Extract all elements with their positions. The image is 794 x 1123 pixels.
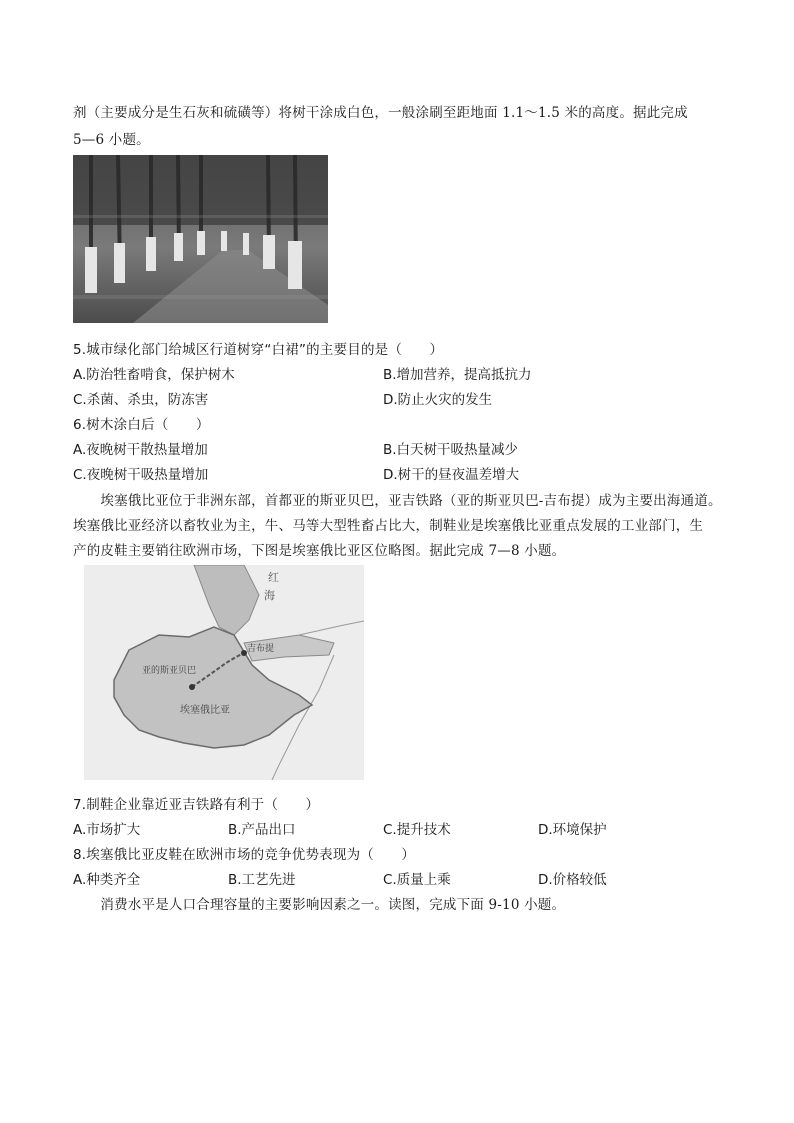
q5-option-d[interactable]: D.防止火灾的发生 <box>383 392 493 408</box>
intro-7-8-line-2: 埃塞俄比亚经济以畜牧业为主，牛、马等大型牲畜占比大，制鞋业是埃塞俄比亚重点发展的工业部门，生 <box>73 518 704 534</box>
q8-option-a[interactable]: A.种类齐全 <box>73 872 141 888</box>
map-label-addis-ababa: 亚的斯亚贝巴 <box>142 666 197 676</box>
q5-option-c[interactable]: C.杀菌、杀虫，防冻害 <box>73 392 209 408</box>
whitewashed-trees-photo <box>73 155 328 323</box>
map-label-ethiopia: 埃塞俄比亚 <box>180 705 230 716</box>
q7-option-d[interactable]: D.环境保护 <box>538 822 607 838</box>
map-label-red-sea-1: 红 <box>268 571 279 584</box>
photo-drawing <box>73 155 328 323</box>
q6-option-d[interactable]: D.树干的昼夜温差增大 <box>383 467 520 483</box>
map-label-red-sea-2: 海 <box>264 589 275 602</box>
map-label-djibouti: 吉布提 <box>247 644 275 654</box>
intro-5-6-line-1: 剂（主要成分是生石灰和硫磺等）将树干涂成白色，一般涂刷至距地面 1.1～1.5 米的高度。据此完成 <box>73 105 688 121</box>
q7-option-c[interactable]: C.提升技术 <box>383 822 451 838</box>
question-5-stem: 5.城市绿化部门给城区行道树穿“白裙”的主要目的是（ ） <box>73 342 444 358</box>
intro-9-10-line-1: 消费水平是人口合理容量的主要影响因素之一。读图，完成下面 9-10 小题。 <box>73 897 566 913</box>
intro-7-8-line-3: 产的皮鞋主要销往欧洲市场，下图是埃塞俄比亚区位略图。据此完成 7—8 小题。 <box>73 543 566 559</box>
q8-option-d[interactable]: D.价格较低 <box>538 872 607 888</box>
q7-option-a[interactable]: A.市场扩大 <box>73 822 141 838</box>
q6-option-c[interactable]: C.夜晚树干吸热量增加 <box>73 467 209 483</box>
q5-option-a[interactable]: A.防治牲畜啃食，保护树木 <box>73 367 235 383</box>
question-8-stem: 8.埃塞俄比亚皮鞋在欧洲市场的竞争优势表现为（ ） <box>73 847 416 863</box>
question-7-stem: 7.制鞋企业靠近亚吉铁路有利于（ ） <box>73 797 320 813</box>
q7-option-b[interactable]: B.产品出口 <box>228 822 296 838</box>
q6-option-a[interactable]: A.夜晚树干散热量增加 <box>73 442 208 458</box>
q6-option-b[interactable]: B.白天树干吸热量减少 <box>383 442 519 458</box>
q5-option-b[interactable]: B.增加营养，提高抵抗力 <box>383 367 532 383</box>
ethiopia-location-map <box>84 565 364 780</box>
question-6-stem: 6.树木涂白后（ ） <box>73 417 210 433</box>
q8-option-c[interactable]: C.质量上乘 <box>383 872 451 888</box>
intro-5-6-line-2: 5—6 小题。 <box>73 132 150 148</box>
map-drawing <box>84 565 364 780</box>
q8-option-b[interactable]: B.工艺先进 <box>228 872 296 888</box>
intro-7-8-line-1: 埃塞俄比亚位于非洲东部，首都亚的斯亚贝巴，亚吉铁路（亚的斯亚贝巴-吉布提）成为主要出海通道。 <box>73 493 722 509</box>
